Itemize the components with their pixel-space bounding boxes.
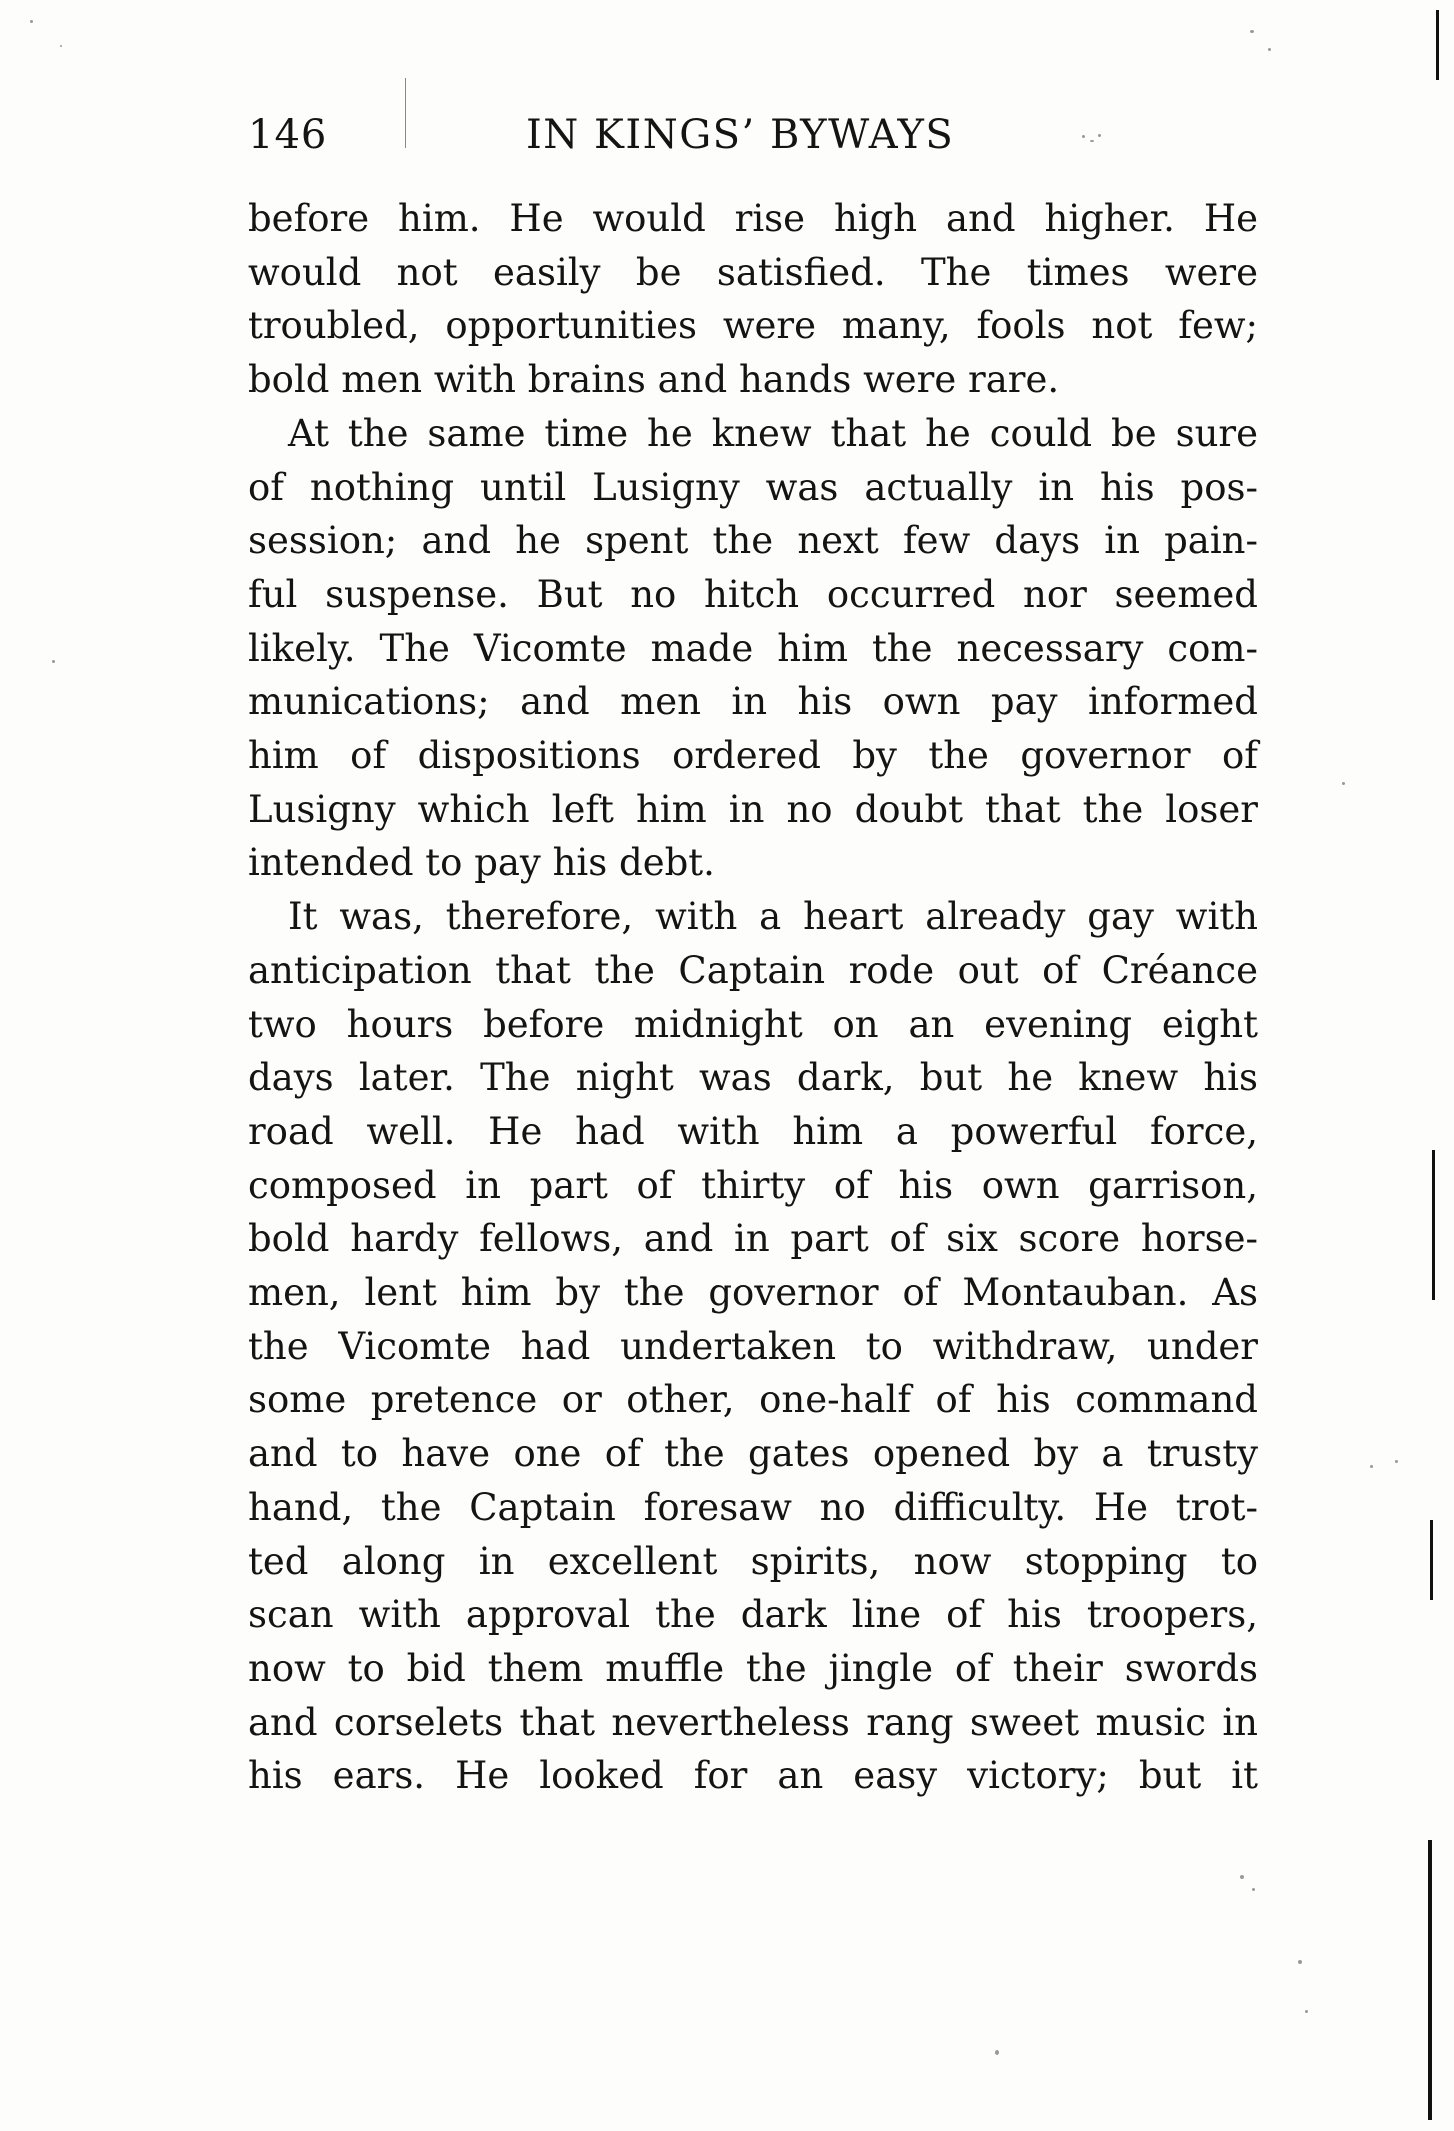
page-edge [1436,10,1439,80]
scan-speck [1268,48,1271,51]
text-line: would not easily be satisfied. The times were [248,250,1258,294]
text-line: ted along in excellent spirits, now stopping to [248,1539,1258,1583]
page-edge [1430,1520,1433,1600]
text-line: before him. He would rise high and higher. He [248,197,1258,240]
text-line: some pretence or other, one-half of his command [248,1378,1258,1422]
text-line: now to bid them muffle the jingle of their swords [248,1646,1258,1690]
text-line: composed in part of thirty of his own garrison, [248,1163,1258,1207]
text-line: session; and he spent the next few days in pain- [248,519,1258,563]
scan-speck [1252,1888,1255,1891]
page-number: 146 [248,112,328,158]
scan-speck [30,20,33,23]
text-line: and corselets that nevertheless rang sweet music in [248,1700,1258,1744]
text-line: ful suspense. But no hitch occurred nor seemed [248,572,1258,616]
text-line: the Vicomte had undertaken to withdraw, under [248,1324,1258,1368]
scan-speck [52,660,55,663]
text-line: two hours before midnight on an evening eight [248,1002,1258,1046]
text-line: bold hardy fellows, and in part of six score horse- [248,1217,1258,1261]
scan-speck [1250,30,1254,33]
running-head-title: IN KINGS’ BYWAYS [526,112,955,158]
text-line: road well. He had with him a powerful force, [248,1109,1258,1153]
text-line: anticipation that the Captain rode out of Créance [248,948,1258,992]
running-header [248,112,1258,168]
text-line: him of dispositions ordered by the governor of [248,734,1258,778]
text-line: scan with approval the dark line of his troopers, [248,1593,1258,1637]
scan-speck [1342,782,1345,785]
scan-speck [60,45,62,47]
text-line: men, lent him by the governor of Montauban. As [248,1271,1258,1315]
scan-speck [995,2050,999,2055]
text-line: intended to pay his debt. [248,841,715,885]
text-line: It was, therefore, with a heart already gay with [288,895,1258,939]
text-line: his ears. He looked for an easy victory; but it [248,1754,1258,1798]
paragraph [248,192,1258,407]
paragraph [248,890,1258,1803]
body-text [248,192,1258,1803]
scan-speck [1298,1960,1302,1964]
text-line: likely. The Vicomte made him the necessary com- [248,626,1258,670]
text-line: At the same time he knew that he could be sure [288,411,1258,455]
page-edge [1428,1840,1432,2120]
scan-speck [1395,1460,1398,1463]
text-line: Lusigny which left him in no doubt that the loser [248,787,1258,831]
scan-speck [1240,1875,1244,1879]
text-line: hand, the Captain foresaw no difficulty. He trot- [248,1485,1258,1529]
text-line: of nothing until Lusigny was actually in his pos- [248,465,1258,509]
scan-speck [1370,1465,1373,1468]
text-line: bold men with brains and hands were rare. [248,358,1060,402]
text-line: days later. The night was dark, but he knew his [248,1056,1258,1100]
paragraph [248,407,1258,890]
scan-speck [1305,2010,1308,2013]
page-edge [1432,1150,1435,1300]
text-line: and to have one of the gates opened by a trusty [248,1432,1258,1476]
text-line: troubled, opportunities were many, fools not few; [248,304,1258,348]
text-line: munications; and men in his own pay informed [248,680,1258,724]
